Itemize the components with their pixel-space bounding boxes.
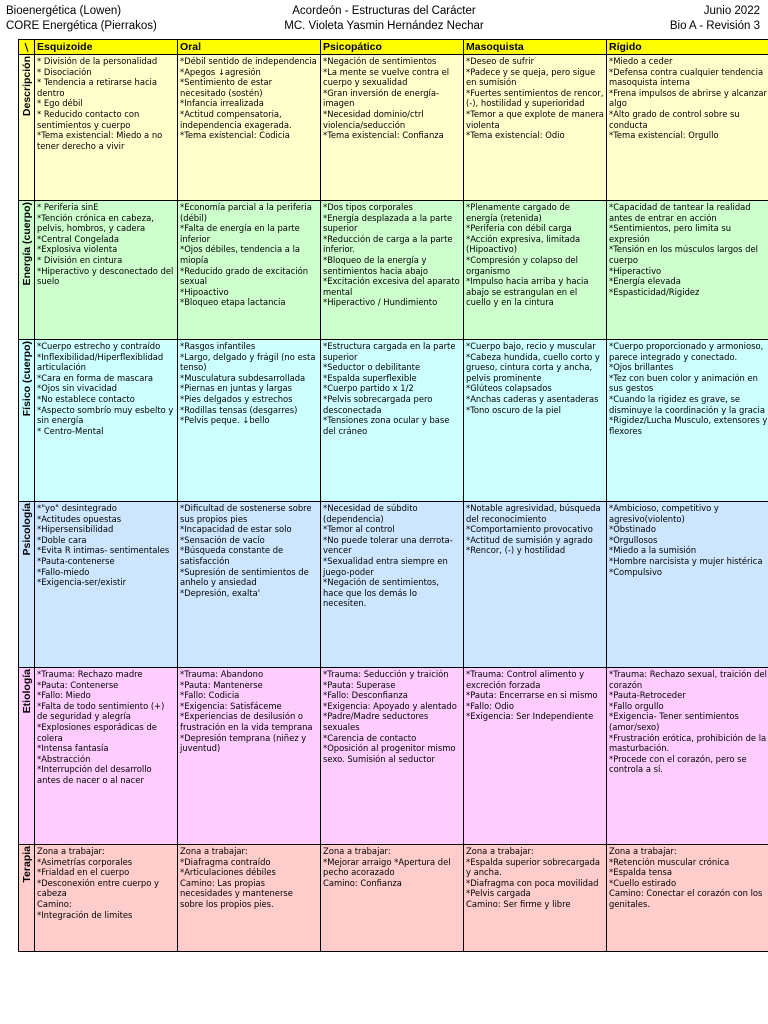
cell-line: *Sentimiento de estar necesitado (sostén) [180,77,273,98]
cell-line: *Trauma: Seducción y traición [323,669,449,679]
cell-psicologia-masoquista [464,502,607,668]
cell-line: Camino: Conectar el corazón con los genitales. [609,888,763,909]
cell-line: *Tensión en los músculos largos del cuerpo [609,244,758,265]
cell-line: *Impulso hacia arriba y hacia abajo se estrangulan en el cuello y en la cintura [466,276,589,308]
cell-line: *Infancia irrealizada [180,98,264,109]
cell-line: *Espalda tensa [609,867,672,878]
table-row-terapia [19,845,768,952]
cell-line: *Búsqueda constante de satisfacción [180,545,284,566]
header-left-line-2: CORE Energética (Pierrakos) [6,20,157,32]
cell-line: *Trauma: Rechazo sexual, traición del corazón [609,669,767,690]
cell-line: *Aspecto sombrío muy esbelto y sin energía [37,404,174,426]
column-header-psicopatico: Psicopático [321,40,464,55]
cell-line: *Tema existencial: Confianza [323,130,444,141]
cell-line: *Fallo: Miedo [37,690,91,701]
cell-line: Zona a trabajar: [609,846,677,856]
cell-line: *Trauma: Control alimento y excreción forzada [466,669,585,690]
cell-line: *Tensiones zona ocular y base del cráneo [323,415,450,436]
cell-line: *Tema existencial: Orgullo [609,130,719,141]
cell-descripcion-rigido [607,55,768,201]
cell-energia-oral [178,201,321,340]
cell-etiologia-masoquista [464,668,607,845]
cell-line: *Central Congelada [37,233,119,244]
row-label: Psicología [21,503,33,556]
cell-line: *Débil sentido de independencia [180,56,317,66]
cell-line: *Comportamiento provocativo [466,524,593,535]
cell-line: *Exigencia-ser/existir [37,577,127,588]
row-label: Energía (cuerpo) [21,202,33,286]
cell-psicologia-psicopatico [321,502,464,668]
cell-terapia-rigido [607,845,768,952]
cell-fisico-esquizoide [35,340,178,502]
cell-line: *Tención crónica en cabeza, pelvis, hombros, y cadera [37,212,154,234]
cell-line: *Sexualidad entra siempre en juego-poder [323,555,448,577]
cell-line: *Exigencia- Tener sentimientos (amor/sexo) [609,711,739,732]
column-header-rigido: Rígido [607,40,768,55]
row-header-fisico [19,340,35,502]
cell-line: *Pauta: Encerrarse en si mismo [466,690,598,701]
cell-line: *Explosiones esporádicas de colera [37,721,157,743]
cell-line: *Capacidad de tantear la realidad antes de entrar en acción [609,202,751,223]
cell-line: Camino: Las propias necesidades y mantenerse sobre los propios pies. [180,877,293,909]
cell-line: * Tendencia a retirarse hacia dentro [37,77,158,98]
cell-line: *Economía parcial a la periferia (débil) [180,202,312,223]
cell-line: Zona a trabajar: [180,846,248,856]
cell-line: *Apegos ↓agresión [180,66,261,77]
cell-line: *Frialdad en el cuerpo [37,867,130,878]
header-right [670,4,760,34]
cell-line: *Ojos brillantes [609,362,674,373]
cell-line: *Energía desplazada a la parte superior [323,212,453,234]
column-header-oral: Oral [178,40,321,55]
cell-line: *Rencor, (-) y hostilidad [466,545,566,556]
cell-line: *Pauta: Superase [323,679,396,690]
cell-descripcion-psicopatico [321,55,464,201]
column-header-row [19,40,768,55]
cell-line: *Retención muscular crónica [609,856,730,867]
character-structures-table [18,39,768,952]
cell-line: Zona a trabajar: [466,846,534,856]
cell-line: *Fallo: Odio [466,700,514,711]
cell-line: *Cuerpo estrecho y contraído [37,341,161,351]
cell-line: *Acción expresiva, limitada (Hipoactivo) [466,233,581,255]
cell-line: *Padre/Madre seductores sexuales [323,711,429,732]
cell-line: *Alto grado de control sobre su conducta [609,108,740,130]
cell-line: *Tema existencial: Codicia [180,130,290,141]
cell-line: *Obstinado [609,524,656,535]
cell-line: *Cuello estirado [609,877,677,888]
cell-line: *Energía elevada [609,276,681,287]
cell-line: *Desconexión entre cuerpo y cabeza [37,877,159,899]
cell-line: *Pelvis sobrecargada pero desconectada [323,393,433,415]
cell-line: Zona a trabajar: [37,846,105,856]
cell-line: *Glúteos colapsados [466,383,552,394]
cell-line: *Frustración erótica, prohibición de la masturbación. [609,732,767,754]
cell-fisico-oral [178,340,321,502]
cell-line: *Procede con el corazón, pero se controla a sí. [609,753,747,775]
document-revision: Bio A - Revisión 3 [669,20,760,32]
cell-line: *Diafragma contraído [180,856,271,867]
cell-line: *Integración de limites [37,909,133,920]
cell-line: *Actitud compensatoria, independencia exagerada. [180,108,292,130]
cell-descripcion-oral [178,55,321,201]
cell-line: *Ojos débiles, tendencia a la miopía [180,244,301,265]
cell-line: *Tono oscuro de la piel [466,404,561,415]
cell-line: *Seductor o debilitante [323,362,421,373]
cell-line: Camino: Confianza [323,877,402,888]
cell-line: * Periferia sinE [37,202,99,212]
cell-line: *Ambicioso, competitivo y agresivo(violento) [609,503,719,524]
cell-line: *Hiperactivo [609,265,662,276]
cell-line: *Carencia de contacto [323,732,417,743]
cell-line: *Fallo: Codicia [180,690,240,701]
cell-etiologia-esquizoide [35,668,178,845]
table-row-psicologia [19,502,768,668]
cell-energia-masoquista [464,201,607,340]
cell-line: *Reducido grado de excitación sexual [180,265,309,287]
cell-line: *Espalda superflexible [323,372,417,383]
cell-line: *Evita R intimas- sentimentales [37,545,170,556]
cell-line: *Falta de energía en la parte inferior [180,223,300,244]
cell-line: Camino: [37,898,72,909]
cell-line: Camino: Ser firme y libre [466,898,571,909]
row-label: Físico (cuerpo) [21,341,33,417]
cell-line: *Compulsivo [609,566,663,577]
row-label: Etiología [21,669,33,714]
cell-line: *Negación de sentimientos, hace que los demás lo necesiten. [323,577,440,609]
cell-terapia-esquizoide [35,845,178,952]
cell-etiologia-psicopatico [321,668,464,845]
cell-psicologia-rigido [607,502,768,668]
cell-line: *Necesidad dominio/ctrl violencia/seducción [323,108,424,130]
cell-line: * Ego débil [37,98,83,109]
cell-line: * División de la personalidad [37,56,158,66]
cell-line: *Oposición al progenitor mismo sexo. Sumisión al seductor [323,743,456,764]
cell-line: *Cuando la rigidez es grave, se disminuye la coordinación y la gracia [609,393,765,415]
cell-line: *Diafragma con poca movilidad [466,877,599,888]
cell-line: *Tema existencial: Miedo a no tener derecho a vivir [37,130,163,151]
cell-line: *Cuerpo bajo, recio y muscular [466,341,596,351]
cell-line: *Excitación excesiva del aparato mental [323,276,460,297]
cell-line: * División en cintura [37,254,123,265]
header-left-line-1: Bioenergética (Lowen) [6,5,122,17]
cell-fisico-psicopatico [321,340,464,502]
cell-line: *Tez con buen color y animación en sus gestos [609,372,758,394]
cell-line: *Intensa fantasía [37,743,109,754]
cell-line: *Bloqueo etapa lactancia [180,297,286,308]
cell-line: *Fallo orgullo [609,700,664,711]
cell-line: *Miedo a la sumisión [609,545,697,556]
cell-line: *Cabeza hundida, cuello corto y grueso, cintura corta y ancha, pelvis prominente [466,351,600,383]
cell-line: *Depresión temprana (niñez y juventud) [180,732,307,754]
cell-line: *Supresión de sentimientos de anhelo y ansiedad [180,566,309,588]
cell-energia-rigido [607,201,768,340]
cell-line: * Centro-Mental [37,425,104,436]
cell-line: *Articulaciones débiles [180,867,276,878]
cell-line: *Periferia con débil carga [466,223,572,234]
cell-terapia-oral [178,845,321,952]
cell-psicologia-esquizoide [35,502,178,668]
cell-line: *Orgullosos [609,534,658,545]
cell-line: *Doble cara [37,534,87,545]
cell-line: *Pauta: Contenerse [37,679,119,690]
cell-line: *Fallo: Desconfianza [323,690,408,701]
cell-line: *Fallo-miedo [37,566,90,577]
cell-line: *Espalda superior sobrecargada y ancha. [466,856,601,878]
cell-terapia-masoquista [464,845,607,952]
cell-line: *Miedo a ceder [609,56,673,66]
document-author: MC. Violeta Yasmin Hernández Nechar [284,20,484,32]
cell-line: *Padece y se queja, pero sigue en sumisión [466,66,596,88]
cell-line: *Cara en forma de mascara [37,372,153,383]
cell-line: *Rigidez/Lucha Musculo, extensores y flexores [609,415,768,436]
document-date: Junio 2022 [703,5,760,17]
cell-line: *Sentimientos, pero limita su expresión [609,223,732,244]
cell-line: *Rasgos infantiles [180,341,256,351]
table-row-etiologia [19,668,768,845]
cell-psicologia-oral [178,502,321,668]
cell-line: *Hiperactivo / Hundimiento [323,297,438,308]
cell-etiologia-rigido [607,668,768,845]
cell-line: *Reducción de carga a la parte inferior. [323,233,453,255]
header-center [0,4,768,34]
cell-line: *Incapacidad de estar solo [180,524,292,535]
cell-line: *Interrupción del desarrollo antes de nacer o al nacer [37,764,152,785]
cell-line: *Asimetrías corporales [37,856,133,867]
row-label: Terapia [21,846,33,883]
cell-line: *Gran inversión de energía- imagen [323,87,440,109]
cell-line: *Pauta: Mantenerse [180,679,263,690]
cell-line: *Falta de todo sentimiento (+) de seguridad y alegría [37,700,165,722]
table-row-energia [19,201,768,340]
column-header-masoquista: Masoquista [464,40,607,55]
cell-line: *Mejorar arraigo *Apertura del pecho acorazado [323,856,451,878]
cell-line: *Piernas en juntas y largas [180,383,292,394]
table-row-descripcion [19,55,768,201]
cell-line: *Exigencia: Ser Independiente [466,711,594,722]
row-header-energia [19,201,35,340]
row-label: Descripción [21,56,33,117]
column-header-esquizoide: Esquizoide [35,40,178,55]
cell-line: *No establece contacto [37,393,135,404]
cell-line: *Largo, delgado y frágil (no esta tenso) [180,351,316,373]
cell-line: *Compresión y colapso del organismo [466,254,578,276]
cell-line: *Anchas caderas y asentaderas [466,393,599,404]
cell-line: *Hiperactivo y desconectado del suelo [37,265,174,287]
cell-line: *Dos tipos corporales [323,202,413,212]
cell-line: *Rodillas tensas (desgarres) [180,404,298,415]
cell-line: *Frena impulsos de abrirse y alcanzar algo [609,87,767,109]
cell-descripcion-masoquista [464,55,607,201]
cell-fisico-rigido [607,340,768,502]
cell-line: *Musculatura subdesarrollada [180,372,306,383]
table-body [19,55,768,952]
cell-line: *La mente se vuelve contra el cuerpo y sexualidad [323,66,450,88]
cell-line: *Explosiva violenta [37,244,118,255]
cell-line: *Estructura cargada en la parte superior [323,341,456,362]
cell-line: *Dificultad de sostenerse sobre sus propios pies [180,503,312,524]
cell-descripcion-esquizoide [35,55,178,201]
cell-fisico-masoquista [464,340,607,502]
cell-line: *Abstracción [37,753,91,764]
cell-terapia-psicopatico [321,845,464,952]
cell-line: *Actitud de sumisión y agrado [466,534,593,545]
cell-line: *Ojos sin vivacidad [37,383,117,394]
cell-line: *Espasticidad/Rigidez [609,286,700,297]
cell-line: *Fuertes sentimientos de rencor, (-), hostilidad y superioridad [466,87,604,109]
cell-line: *Actitudes opuestas [37,513,122,524]
cell-etiologia-oral [178,668,321,845]
row-header-descripcion [19,55,35,201]
cell-line: * Disociación [37,66,92,77]
cell-line: *Bloqueo de la energía y sentimientos hacia abajo [323,254,429,276]
cell-line: *Notable agresividad, búsqueda del reconocimiento [466,503,601,524]
document-title: Acordeón - Estructuras del Carácter [292,5,476,17]
cell-energia-esquizoide [35,201,178,340]
cell-line: *Temor a que explote de manera violenta [466,108,604,130]
cell-line: *Cuerpo proporcionado y armonioso, parece integrado y conectado. [609,341,764,362]
cell-line: * Reducido contacto con sentimientos y cuerpo [37,108,140,130]
cell-line: *Inflexibilidad/Hiperflexiblidad articulación [37,351,164,373]
cell-line: *Pelvis peque. ↓bello [180,415,270,426]
cell-line: *Hombre narcisista y mujer histérica [609,555,763,566]
row-header-psicologia [19,502,35,668]
cell-line: *Pauta-Retroceder [609,690,686,701]
cell-line: *Plenamente cargado de energía (retenida) [466,202,570,223]
cell-line: *Pies delgados y estrechos [180,393,293,404]
cell-line: *Negación de sentimientos [323,56,437,66]
table-row-fisico [19,340,768,502]
cell-line: *Hipersensibilidad [37,524,114,535]
cell-line: *Defensa contra cualquier tendencia masoquista interna [609,66,764,88]
cell-line: *Sensación de vacío [180,534,265,545]
cell-line: *Temor al control [323,524,395,535]
cell-line: *Cuerpo partido x 1/2 [323,383,414,394]
cell-energia-psicopatico [321,201,464,340]
cell-line: *Deseo de sufrir [466,56,535,66]
cell-line: *Experiencias de desilusión o frustración en la vida temprana [180,711,313,732]
cell-line: *Trauma: Rechazo madre [37,669,143,679]
cell-line: *Exigencia: Satisfáceme [180,700,282,711]
cell-line: *Hipoactivo [180,286,229,297]
row-header-terapia [19,845,35,952]
cell-line: *Necesidad de súbdito (dependencia) [323,503,418,524]
cell-line: *Trauma: Abandono [180,669,264,679]
row-header-etiologia [19,668,35,845]
cell-line: *Pauta-contenerse [37,555,115,566]
cell-line: Zona a trabajar: [323,846,391,856]
corner-cell: \ [19,40,35,55]
cell-line: *No puede tolerar una derrota-vencer [323,534,453,556]
cell-line: *Pelvis cargada [466,888,531,899]
cell-line: *Tema existencial: Odio [466,130,565,141]
cell-line: *Depresión, exalta' [180,587,261,598]
cell-line: *Exigencia: Apoyado y alentado [323,700,457,711]
cell-line: *"yo" desintegrado [37,503,117,513]
